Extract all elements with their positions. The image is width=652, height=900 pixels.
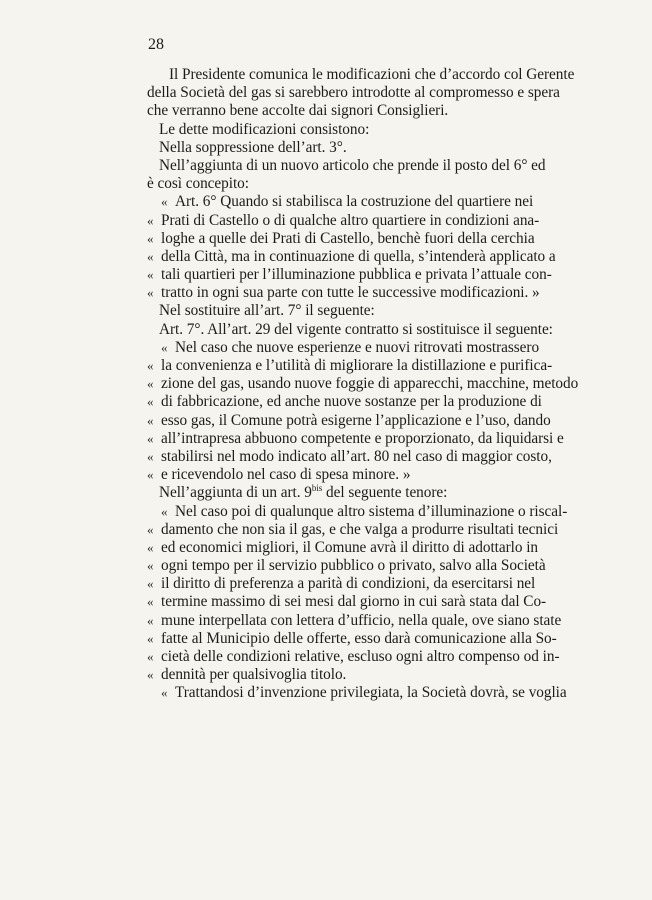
line-text: zione del gas, usando nuove foggie di apparecchi, macchine, metodo [161,375,579,393]
guillemet-mark: « [147,612,154,628]
text-line [147,684,587,702]
line-text: loghe a quelle dei Prati di Castello, benchè fuori della cerchia [161,229,535,247]
text-line [147,212,587,230]
line-text: la convenienza e l’utilità di migliorare la distillazione e purifica- [161,357,553,374]
text-line [147,484,587,502]
text-line [147,503,587,521]
guillemet-mark: « [161,339,168,355]
line-text: e ricevendolo nel caso di spesa minore. » [161,466,411,484]
text-line [147,284,587,302]
line-text: Nell’aggiunta di un nuovo articolo che prende il posto del 6° ed [159,156,546,174]
line-text: Prati di Castello o di qualche altro quartiere in condizioni ana- [161,211,540,229]
text-line [147,102,587,120]
text-line [147,448,587,466]
line-text: il diritto di preferenza a parità di condizioni, da esercitarsi nel [161,575,536,593]
line-text: tali quartieri per l’illuminazione pubblica e privata l’attuale con- [161,266,552,284]
text-line [147,539,587,557]
text-line [147,321,587,339]
line-text: termine massimo di sei mesi dal giorno in cui sarà stata dal Co- [161,593,547,611]
guillemet-mark: « [161,685,168,701]
guillemet-mark: « [147,285,154,301]
guillemet-mark: « [147,667,154,683]
text-line [147,412,587,430]
line-text: della Società del gas si sarebbero introdotte al compromesso e spera [147,84,560,102]
guillemet-mark: « [147,358,154,373]
guillemet-mark: « [147,630,154,646]
line-text: di fabbricazione, ed anche nuove sostanze per la produzione di [161,393,542,411]
line-text: Nel caso che nuove esperienze e nuovi ritrovati mostrassero [175,338,540,356]
text-line [147,302,587,320]
guillemet-mark: « [147,430,154,446]
text-line [147,648,587,666]
guillemet-mark: « [147,394,154,410]
line-text: ed economici migliori, il Comune avrà il diritto di adottarlo in [161,538,539,556]
line-text: all’intrapresa abbuono competente e proporzionato, da liquidarsi e [161,429,564,447]
text-line [147,666,587,684]
line-text: cietà delle condizioni relative, escluso ogni altro compenso od in- [161,648,560,665]
line-text: che verranno bene accolte dai signori Consiglieri. [147,102,449,120]
guillemet-mark: « [147,594,154,610]
text-line [147,393,587,411]
line-text: dennità per qualsivoglia titolo. [161,666,347,684]
line-text: Il Presidente comunica le modificazioni che d’accordo col Gerente [169,66,575,83]
line-text: damento che non sia il gas, e che valga a produrre risultati tecnici [161,520,559,538]
guillemet-mark: « [147,376,154,392]
guillemet-mark: « [147,230,154,246]
line-text: Nella soppressione dell’art. 3°. [159,138,347,156]
text-line [147,357,587,375]
text-line [147,193,587,211]
line-text: Nell’aggiunta di un art. 9 [159,484,312,502]
guillemet-mark: « [147,649,154,664]
line-text: Art. 7°. All’art. 29 del vigente contratto si sostituisce il seguente: [159,320,553,338]
line-text: Nel sostituire all’art. 7° il seguente: [159,302,375,320]
guillemet-mark: « [147,521,154,537]
text-line [147,230,587,248]
text-line [147,84,587,102]
text-line [147,121,587,139]
guillemet-mark: « [147,539,154,555]
text-line [147,430,587,448]
line-text: Art. 6° Quando si stabilisca la costruzione del quartiere nei [175,193,534,211]
text-line [147,593,587,611]
line-text: fatte al Municipio delle offerte, esso darà comunicazione alla So- [161,629,557,647]
text-line [147,66,587,84]
line-text: mune interpellata con lettera d’ufficio, nella quale, ove siano state [161,611,562,629]
guillemet-mark: « [161,503,168,519]
guillemet-mark: « [147,448,154,464]
line-text: ogni tempo per il servizio pubblico o privato, salvo alla Società [161,557,546,575]
line-text-continued: del seguente tenore: [322,484,448,502]
text-line [147,557,587,575]
text-line [147,630,587,648]
guillemet-mark: « [147,212,154,228]
guillemet-mark: « [147,267,154,283]
text-line [147,612,587,630]
guillemet-mark: « [147,558,154,574]
line-text: Nel caso poi di qualunque altro sistema d’illuminazione o riscal- [175,502,568,520]
text-line [147,375,587,393]
line-text: è così concepito: [147,175,249,193]
guillemet-mark: « [147,412,154,428]
guillemet-mark: « [147,248,154,264]
text-line [147,266,587,284]
text-line [147,521,587,539]
guillemet-mark: « [147,467,154,483]
text-line [147,575,587,593]
line-text: esso gas, il Comune potrà esigerne l’applicazione e l’uso, dando [161,411,551,429]
line-text: tratto in ogni sua parte con tutte le successive modificazioni. » [161,284,540,302]
line-text: Trattandosi d’invenzione privilegiata, la Società dovrà, se voglia [175,684,567,702]
text-line [147,248,587,266]
text-line [147,139,587,157]
text-line [147,157,587,175]
body-text [147,66,587,703]
line-text: Le dette modificazioni consistono: [159,120,370,138]
guillemet-mark: « [147,576,154,592]
guillemet-mark: « [161,194,168,210]
page-number: 28 [148,36,164,53]
line-text: stabilirsi nel modo indicato all’art. 80 nel caso di maggior costo, [161,447,552,465]
text-line [147,175,587,193]
line-text: della Città, ma in continuazione di quella, s’intenderà applicato a [161,247,556,265]
text-line [147,466,587,484]
text-line [147,339,587,357]
superscript: bis [311,483,323,494]
